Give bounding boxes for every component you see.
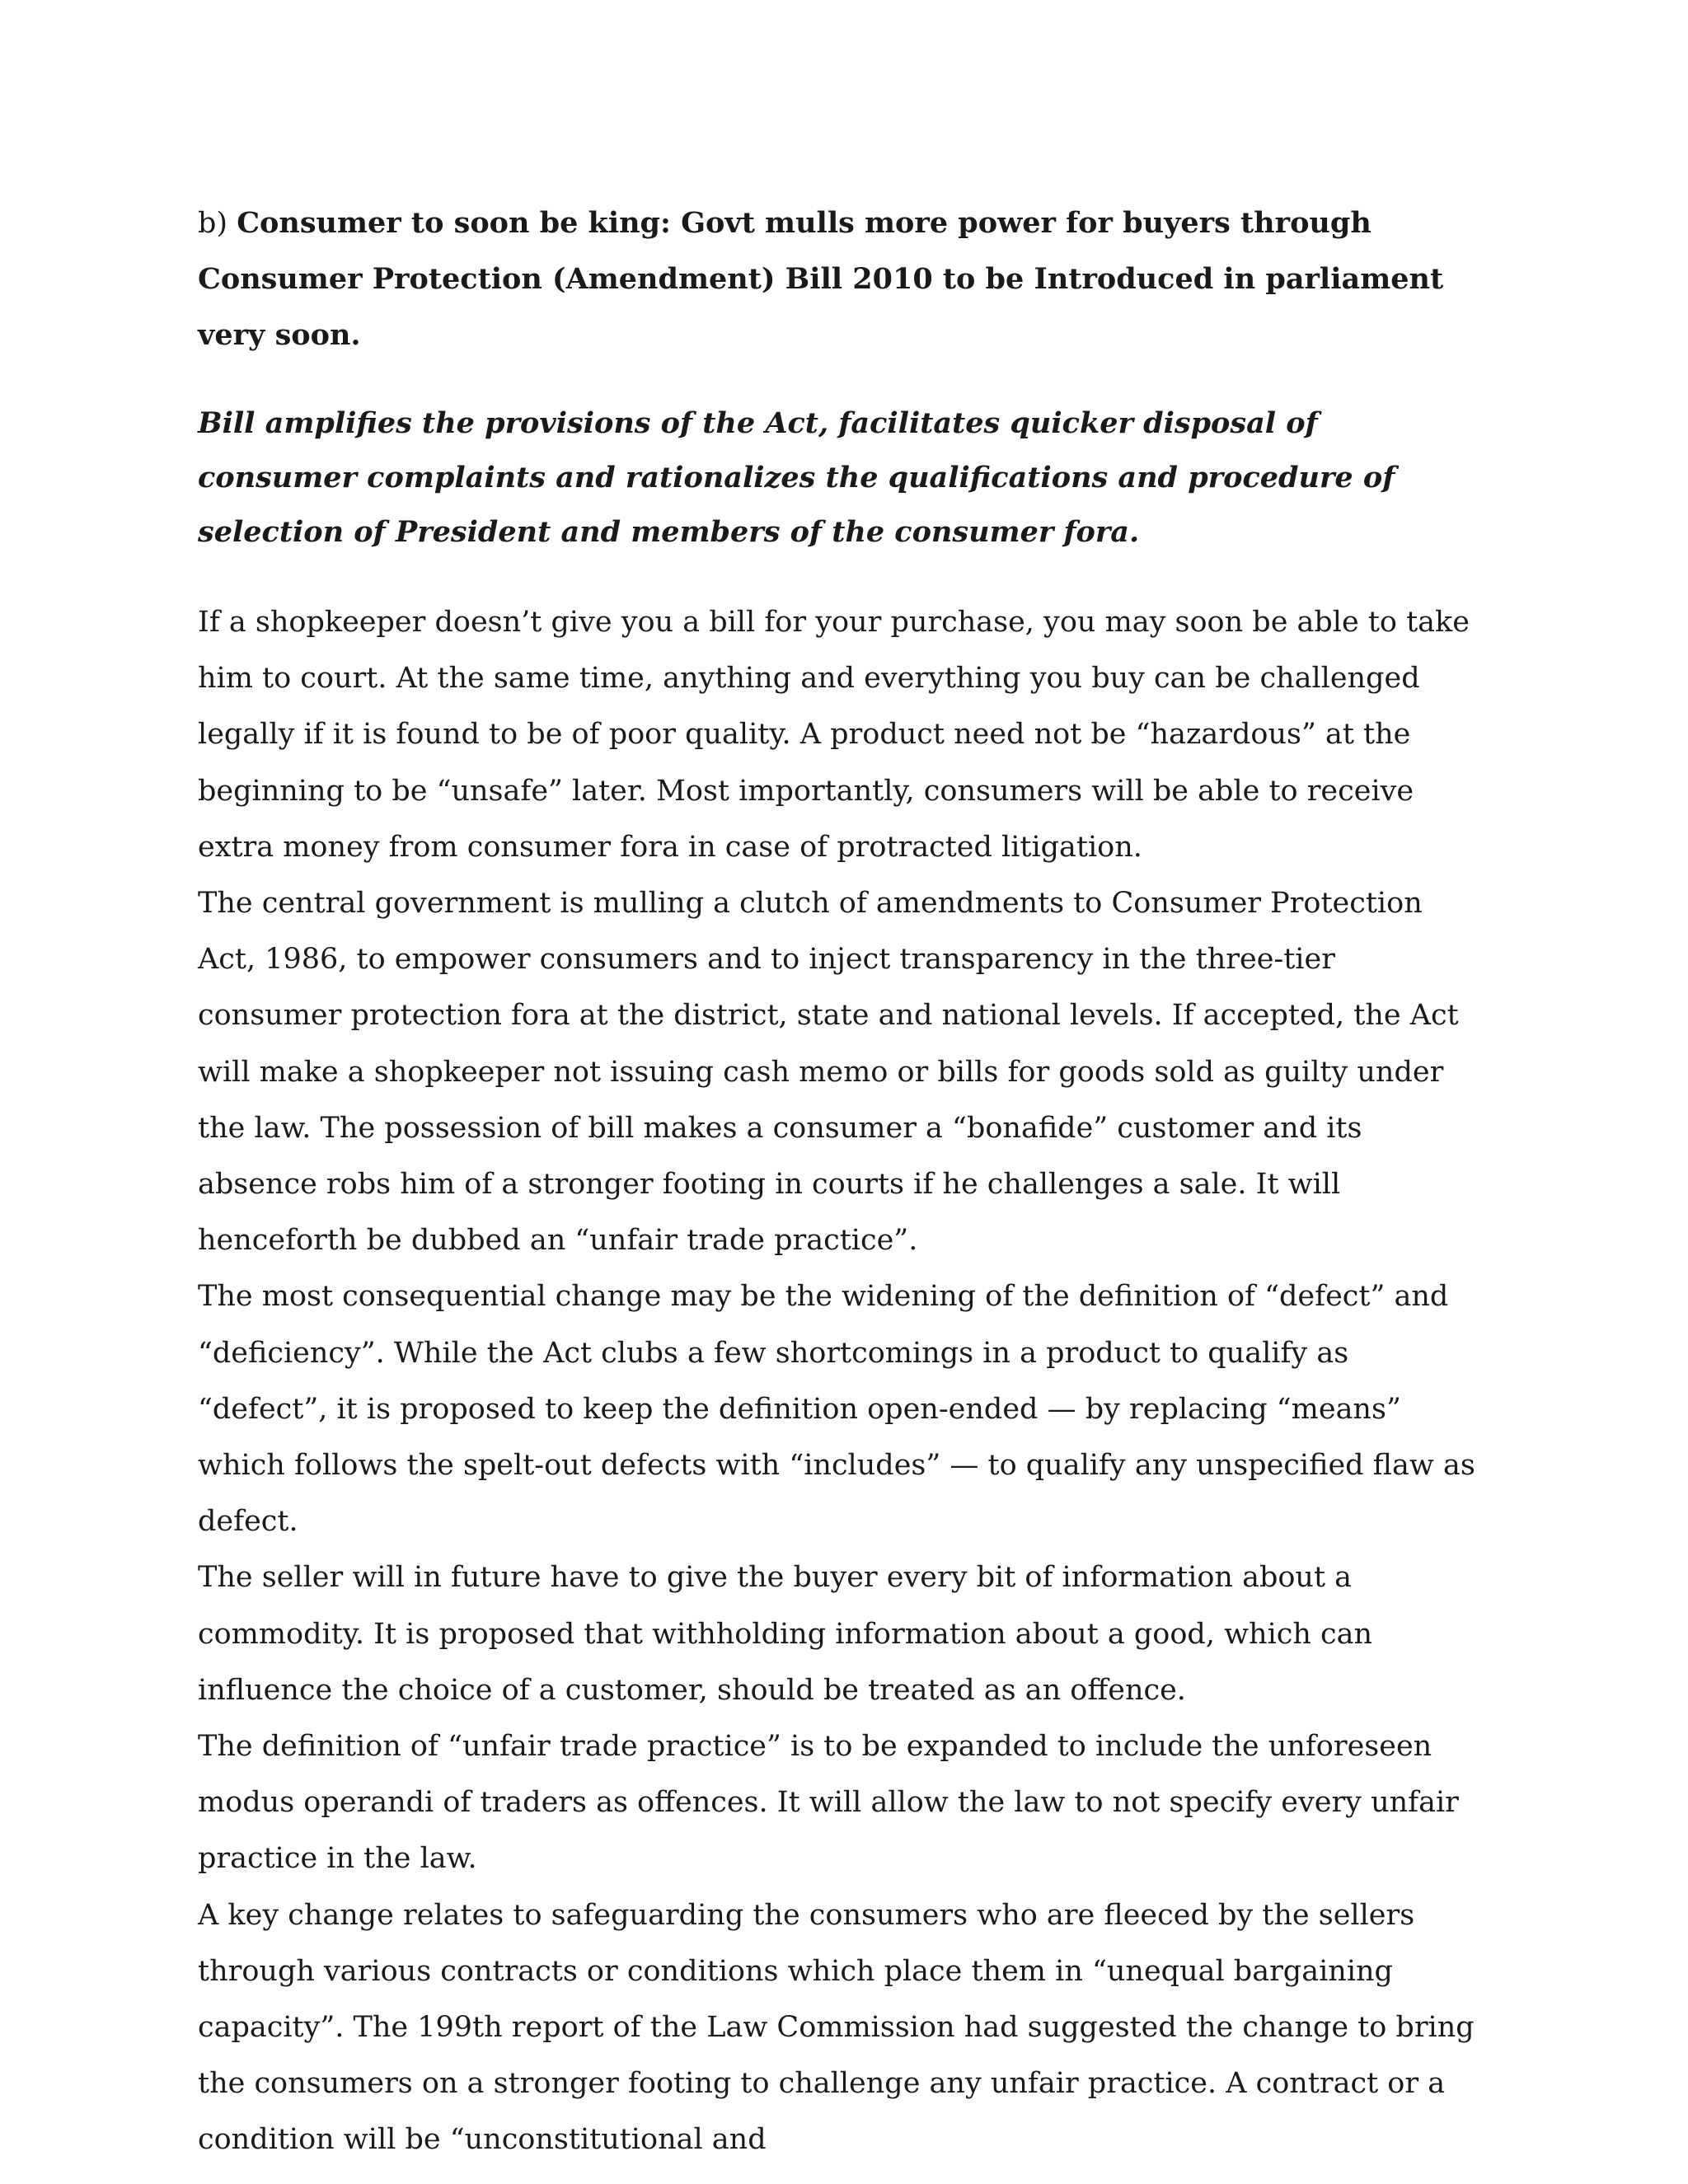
headline-text: Consumer to soon be king: Govt mulls more power for buyers through Consumer Protection (Amendment) Bill 2010 to be Introduced in parliament very soon. bbox=[198, 206, 1444, 352]
article-body bbox=[198, 195, 1484, 2168]
article-headline bbox=[198, 195, 1484, 363]
paragraph: The most consequential change may be the widening of the definition of “defect” and “deficiency”. While the Act clubs a few shortcomings in a product to qualify as “defect”, it is proposed to keep the definition open-ended — by replacing “means” which follows the spelt-out defects with “includes” — to qualify any unspecified flaw as defect. bbox=[198, 1280, 1475, 1539]
article-subheadline: Bill amplifies the provisions of the Act, facilitates quicker disposal of consumer complaints and rationalizes the qualifications and procedure of selection of President and members of the consumer fora. bbox=[198, 406, 1395, 549]
paragraph: The definition of “unfair trade practice” is to be expanded to include the unforeseen modus operandi of traders as offences. It will allow the law to not specify every unfair practice in the law. bbox=[198, 1730, 1459, 1876]
paragraph: The seller will in future have to give the buyer every bit of information about a commodity. It is proposed that withholding information about a good, which can influence the choice of a customer, should be treated as an offence. bbox=[198, 1561, 1373, 1707]
article-paragraphs bbox=[198, 594, 1484, 2168]
paragraph: A key change relates to safeguarding the consumers who are fleeced by the sellers through various contracts or conditions which place them in “unequal bargaining capacity”. The 199th report of the Law Commission had suggested the change to bring the consumers on a stronger footing to challenge any unfair practice. A contract or a condition will be “unconstitutional and bbox=[198, 1898, 1475, 2157]
section-label: b) bbox=[198, 207, 237, 240]
paragraph: The central government is mulling a clutch of amendments to Consumer Protection Act, 1986, to empower consumers and to inject transparency in the three-tier consumer protection fora at the district, state and national levels. If accepted, the Act will make a shopkeeper not issuing cash memo or bills for goods sold as guilty under the law. The possession of bill makes a consumer a “bonafide” customer and its absence robs him of a stronger footing in courts if he challenges a sale. It will henceforth be dubbed an “unfair trade practice”. bbox=[198, 887, 1459, 1258]
paragraph: If a shopkeeper doesn’t give you a bill for your purchase, you may soon be able to take him to court. At the same time, anything and everything you buy can be challenged legally if it is found to be of poor quality. A product need not be “hazardous” at the beginning to be “unsafe” later. Most importantly, consumers will be able to receive extra money from consumer fora in case of protracted litigation. bbox=[198, 606, 1470, 864]
